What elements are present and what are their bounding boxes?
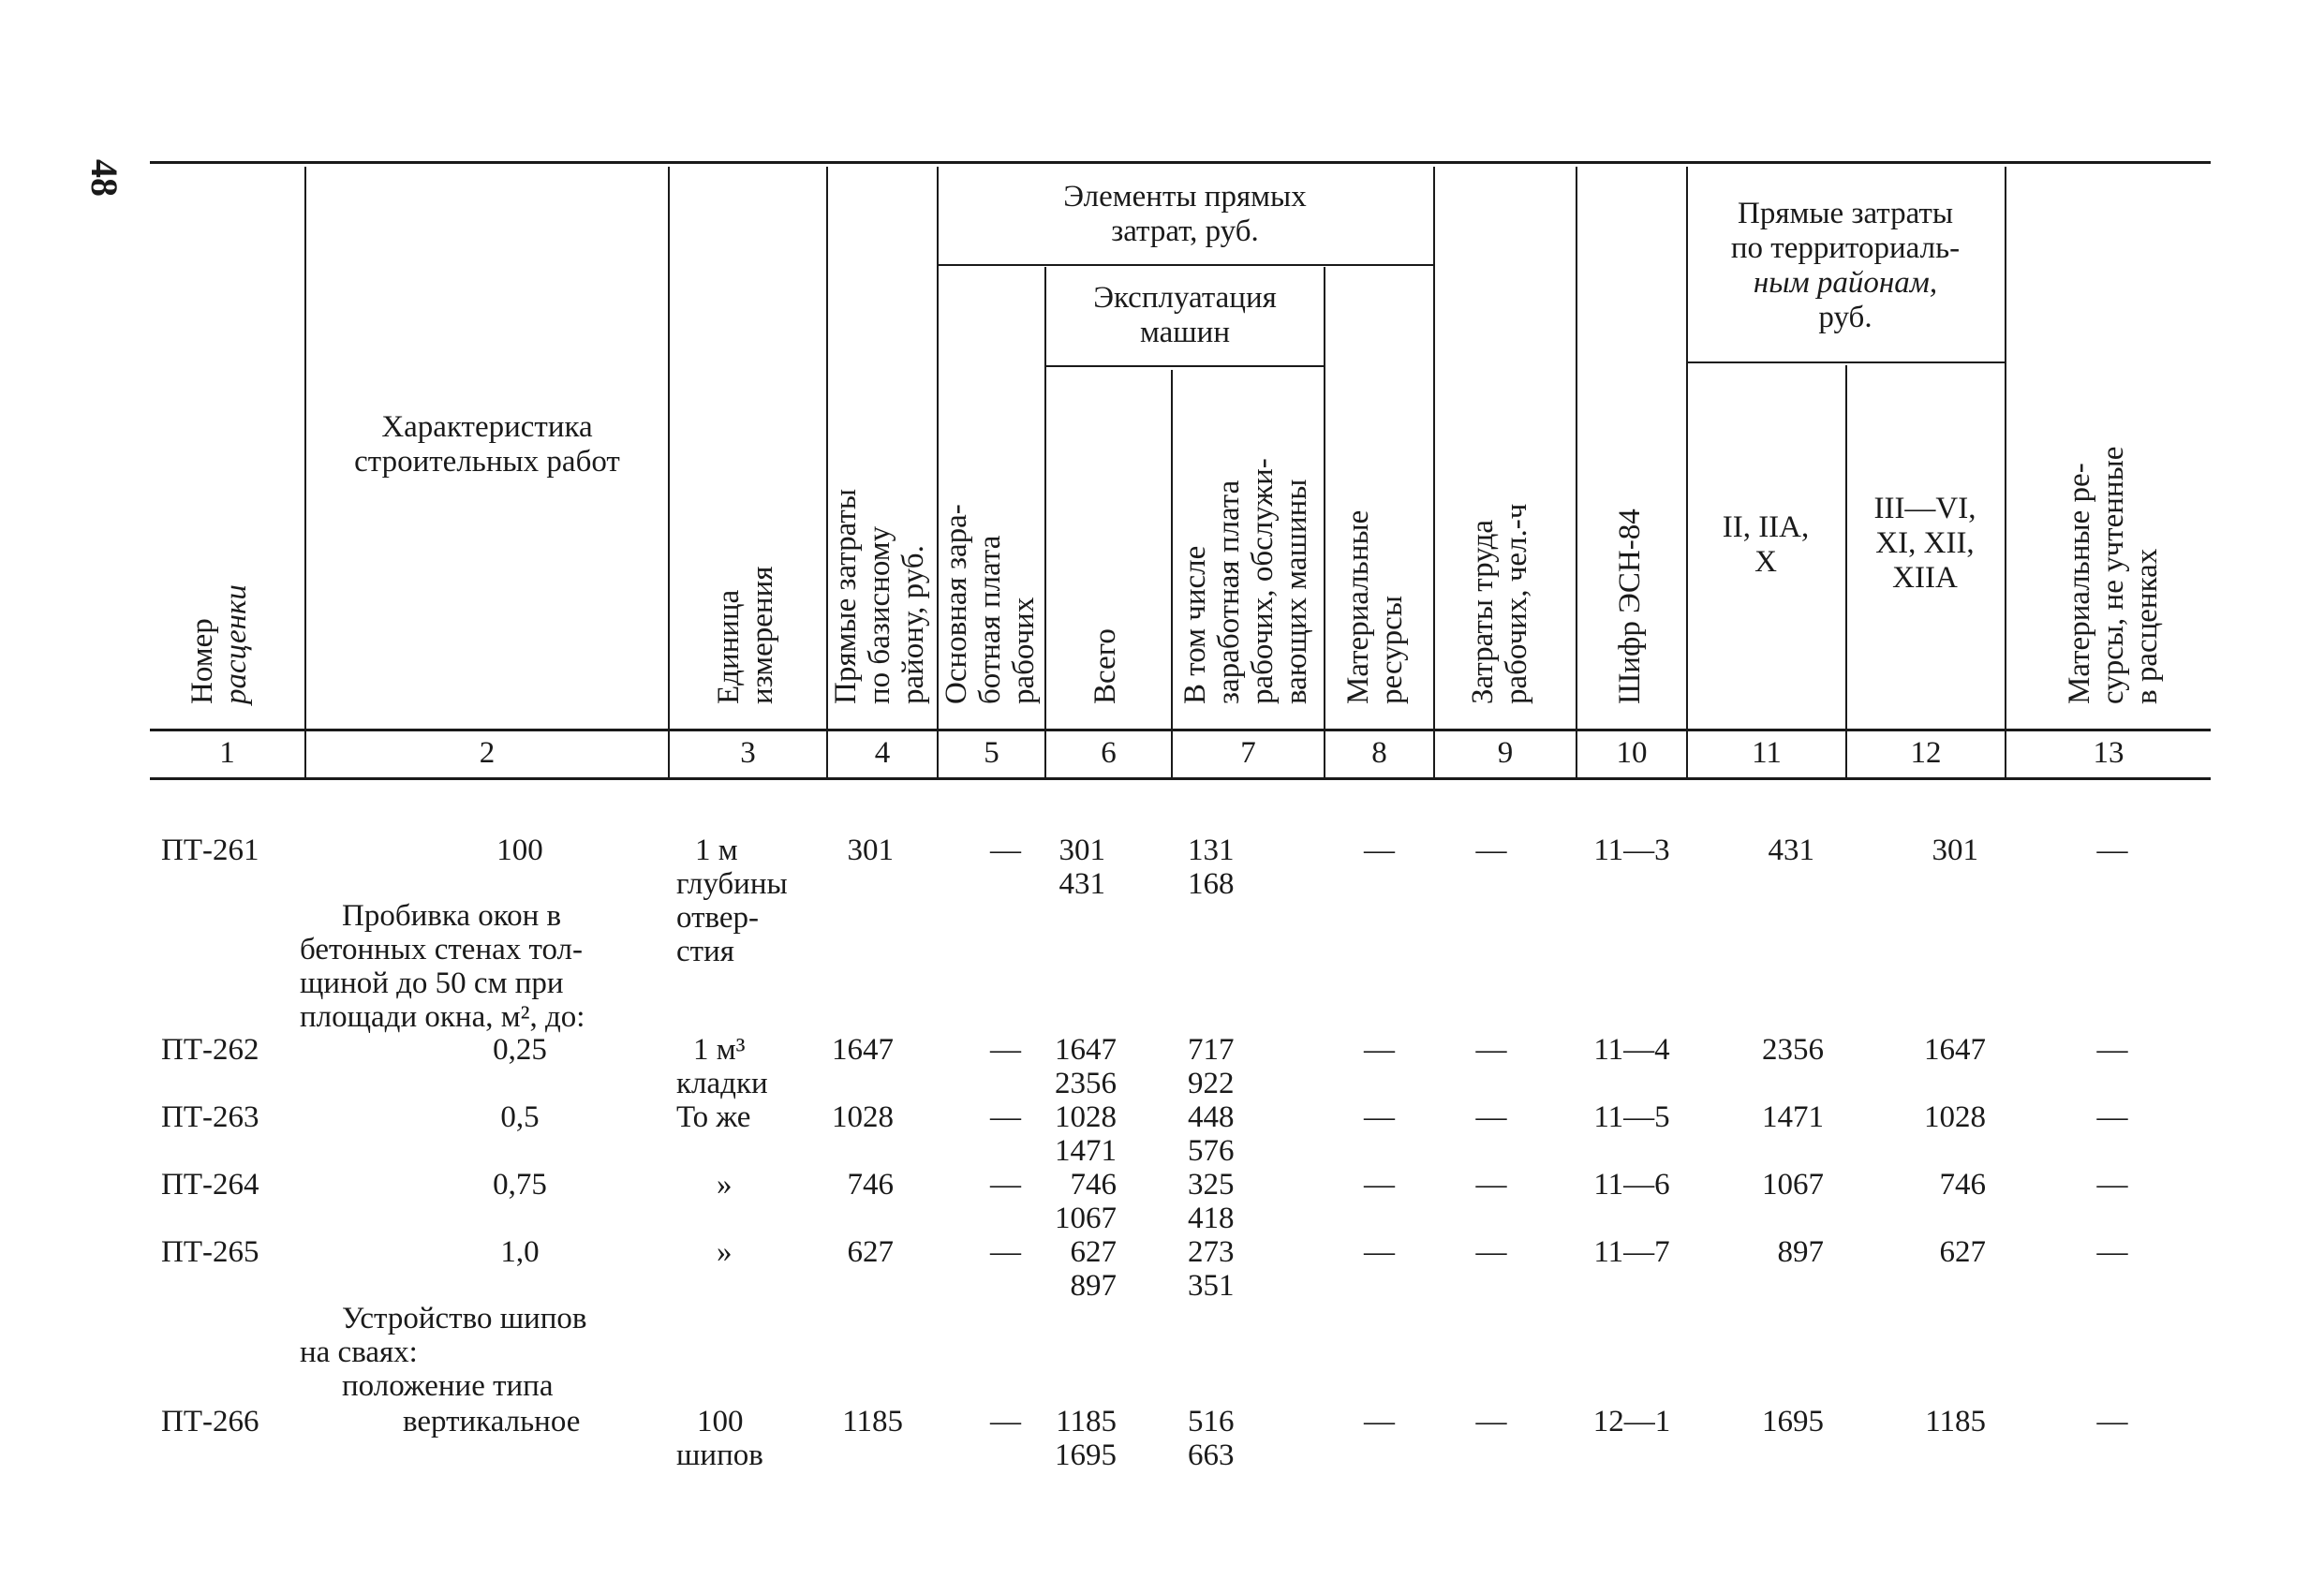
row-extra: — — [2096, 833, 2128, 867]
row-desc: 0,25 — [493, 1033, 547, 1067]
row-wage: — — [990, 833, 1021, 867]
row-wage: — — [990, 1405, 1021, 1438]
header-col8: Материальные ресурсы — [1341, 509, 1409, 704]
col-number: 12 — [1910, 736, 1942, 770]
row-esn: 12—1 — [1592, 1405, 1671, 1438]
row-unit: » — [717, 1168, 733, 1202]
row-materials: — — [1364, 1033, 1395, 1067]
row-base: 627 — [847, 1235, 894, 1269]
row-base: 301 — [847, 833, 894, 867]
row-region2: 1185 — [1925, 1405, 1986, 1438]
col-number: 7 — [1240, 736, 1256, 770]
row-total: 1647 2356 — [1055, 1033, 1117, 1100]
row-labor: — — [1475, 1235, 1507, 1269]
row-region1: 897 — [1777, 1235, 1824, 1269]
row-esn: 11—7 — [1593, 1235, 1670, 1269]
row-materials: — — [1364, 1100, 1395, 1134]
row-total: 627 897 — [1070, 1235, 1117, 1303]
row-code: ПТ-261 — [161, 833, 259, 867]
row-region1: 2356 — [1762, 1033, 1824, 1067]
numbers-bottom-rule — [150, 777, 2211, 780]
header-col9: Затраты труда рабочих, чел.-ч — [1466, 503, 1533, 704]
group-rule-regions — [1686, 361, 2005, 363]
row-desc: 1,0 — [500, 1235, 540, 1269]
page-number: 48 — [83, 159, 126, 197]
row-total: 1028 1471 — [1055, 1100, 1117, 1168]
header-col3: Единица измерения — [712, 566, 779, 704]
header-col13: Материальные ре- сурсы, не учтенные в расценках — [2063, 446, 2164, 704]
row-region2: 301 — [1932, 833, 1978, 867]
header-col2: Характеристика строительных работ — [354, 410, 620, 479]
row-labor: — — [1475, 833, 1507, 867]
col-divider — [1324, 267, 1325, 777]
header-group-elements: Элементы прямых затрат, руб. — [1063, 180, 1307, 248]
row-esn: 11—5 — [1593, 1100, 1670, 1134]
row-desc: 100 — [496, 833, 543, 867]
row-code: ПТ-265 — [161, 1235, 259, 1269]
col-number: 11 — [1752, 736, 1782, 770]
row-esn: 11—6 — [1593, 1168, 1670, 1202]
row-desc: 0,75 — [493, 1168, 547, 1202]
row-base: 1185 — [842, 1405, 903, 1438]
row-machine-wage: 717 922 — [1188, 1033, 1235, 1100]
row-labor: — — [1475, 1405, 1507, 1438]
row-wage: — — [990, 1100, 1021, 1134]
row-machine-wage: 273 351 — [1188, 1235, 1235, 1303]
row-extra: — — [2096, 1168, 2128, 1202]
row-wage: — — [990, 1033, 1021, 1067]
row-code: ПТ-264 — [161, 1168, 259, 1202]
group-rule-elements — [937, 264, 1433, 266]
row-region1: 1695 — [1762, 1405, 1824, 1438]
col-number: 8 — [1371, 736, 1387, 770]
col-number: 1 — [219, 736, 235, 770]
row-desc: вертикальное — [403, 1405, 581, 1438]
col-divider — [937, 167, 939, 777]
row-unit: 1 м³ кладки — [676, 1033, 768, 1100]
row-labor: — — [1475, 1033, 1507, 1067]
row-base: 746 — [847, 1168, 894, 1202]
col-number: 10 — [1616, 736, 1648, 770]
col-number: 4 — [874, 736, 891, 770]
row-extra: — — [2096, 1405, 2128, 1438]
col-number: 9 — [1497, 736, 1514, 770]
row-machine-wage: 448 576 — [1188, 1100, 1235, 1168]
row-total: 301 431 — [1058, 833, 1105, 901]
row-wage: — — [990, 1168, 1021, 1202]
row-base: 1028 — [832, 1100, 894, 1134]
header-col5: Основная зара- ботная плата рабочих — [940, 504, 1041, 704]
row-region2: 746 — [1939, 1168, 1986, 1202]
header-col10: Шифр ЭСН-84 — [1613, 509, 1647, 704]
header-bottom-rule — [150, 729, 2211, 731]
row-machine-wage: 131 168 — [1188, 833, 1235, 901]
table-top-rule — [150, 161, 2211, 164]
row-machine-wage: 325 418 — [1188, 1168, 1235, 1235]
header-col12: III—VI, XI, XII, XIIА — [1873, 492, 1976, 595]
col-number: 13 — [2093, 736, 2124, 770]
row-wage: — — [990, 1235, 1021, 1269]
row-extra: — — [2096, 1100, 2128, 1134]
row-materials: — — [1364, 833, 1395, 867]
header-col7: В том числе заработная плата рабочих, обслужи- вающих машины — [1178, 458, 1313, 704]
row-unit: 100 шипов — [676, 1405, 763, 1472]
row-unit: » — [717, 1235, 733, 1269]
col-number: 6 — [1101, 736, 1117, 770]
row-code: ПТ-262 — [161, 1033, 259, 1067]
col-divider — [1576, 167, 1577, 777]
row-total: 746 1067 — [1055, 1168, 1117, 1235]
row-region2: 1647 — [1924, 1033, 1986, 1067]
header-group-regions: Прямые затраты по территориаль- ным районам, руб. — [1730, 197, 1961, 334]
row-region2: 1028 — [1924, 1100, 1986, 1134]
row-machine-wage: 516 663 — [1188, 1405, 1235, 1472]
row-total: 1185 1695 — [1055, 1405, 1117, 1472]
col-number: 2 — [479, 736, 496, 770]
group-rule-machines — [1044, 365, 1324, 367]
row-labor: — — [1475, 1100, 1507, 1134]
row-esn: 11—3 — [1593, 833, 1670, 867]
row-region1: 431 — [1768, 833, 1814, 867]
header-col11: II, IIА, X — [1722, 510, 1810, 579]
col-divider — [304, 167, 306, 777]
row-esn: 11—4 — [1593, 1033, 1670, 1067]
header-col6: Всего — [1088, 628, 1122, 704]
header-col1: Номер расценки — [185, 584, 253, 704]
col-divider — [826, 167, 828, 777]
col-number: 5 — [984, 736, 999, 770]
row-code: ПТ-266 — [161, 1405, 259, 1438]
row-materials: — — [1364, 1168, 1395, 1202]
section-tenons: Устройство шипов на сваях: положение типа — [300, 1302, 587, 1403]
header-group-machines: Эксплуатация машин — [1093, 281, 1277, 349]
col-divider — [1171, 370, 1173, 777]
row-extra: — — [2096, 1033, 2128, 1067]
col-divider — [668, 167, 670, 777]
row-region1: 1067 — [1762, 1168, 1824, 1202]
col-number: 3 — [740, 736, 756, 770]
row-labor: — — [1475, 1168, 1507, 1202]
row-unit: 1 м глубины отвер- стия — [676, 833, 788, 968]
row-region1: 1471 — [1762, 1100, 1824, 1134]
col-divider — [2005, 167, 2006, 777]
row-materials: — — [1364, 1235, 1395, 1269]
row-code: ПТ-263 — [161, 1100, 259, 1134]
row-unit: То же — [676, 1100, 751, 1134]
header-col4: Прямые затраты по базисному району, руб. — [829, 488, 930, 704]
row-desc: 0,5 — [500, 1100, 540, 1134]
row-materials: — — [1364, 1405, 1395, 1438]
row-base: 1647 — [832, 1033, 894, 1067]
row-region2: 627 — [1939, 1235, 1986, 1269]
col-divider — [1433, 167, 1435, 777]
row-extra: — — [2096, 1235, 2128, 1269]
section-windows: Пробивка окон в бетонных стенах тол- щиной до 50 см при площади окна, м², до: — [300, 899, 585, 1034]
